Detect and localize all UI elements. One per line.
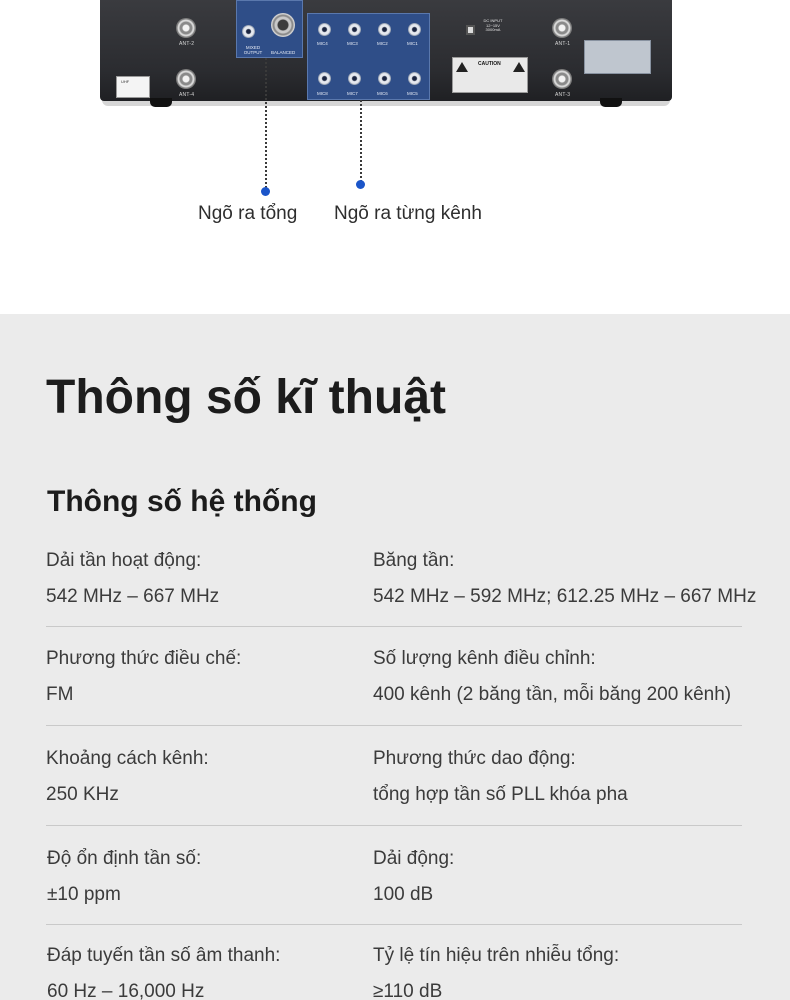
left-foot — [150, 98, 172, 107]
mic7-jack-icon — [348, 72, 361, 85]
warning-triangle-icon — [456, 62, 468, 72]
row-divider — [46, 725, 742, 726]
specifications-section — [0, 314, 790, 1000]
spec-value: FM — [46, 684, 74, 705]
channel-output-leader-line — [360, 100, 362, 182]
mic6-jack-icon — [378, 72, 391, 85]
spec-value: tổng hợp tần số PLL khóa pha — [373, 784, 628, 805]
spec-label: Phương thức điều chế: — [46, 648, 242, 669]
mic3-jack-icon — [348, 23, 361, 36]
spec-label: Đáp tuyến tần số âm thanh: — [47, 945, 281, 966]
ant-3-connector-icon — [552, 69, 572, 89]
right-foot — [600, 98, 622, 107]
ant-3-label: ANT-3 — [555, 92, 571, 98]
spec-label: Độ ổn định tần số: — [47, 848, 202, 869]
dc-input-label: DC INPUT 12~15V 3000mA — [483, 18, 503, 32]
mic1-jack-icon — [408, 23, 421, 36]
channel-output-marker-dot — [356, 180, 365, 189]
spec-value: 60 Hz – 16,000 Hz — [47, 981, 205, 1000]
mic-label: MIC8 — [317, 91, 328, 96]
mixed-output-label: MIXED OUTPUT — [243, 45, 263, 55]
mic-label: MIC1 — [407, 41, 418, 46]
spec-label: Băng tần: — [373, 550, 455, 571]
spec-value: ≥110 dB — [373, 981, 443, 1000]
product-image-area — [0, 0, 790, 314]
mic5-jack-icon — [408, 72, 421, 85]
spec-label: Dải động: — [373, 848, 455, 869]
ant-2-connector-icon — [176, 18, 196, 38]
spec-value: 250 KHz — [46, 784, 119, 805]
mixed-output-leader-line — [265, 58, 267, 188]
channel-output-block — [307, 13, 430, 100]
uhf-sticker — [116, 76, 150, 98]
spec-value: 542 MHz – 667 MHz — [46, 586, 220, 607]
spec-label: Dải tần hoạt động: — [46, 550, 202, 571]
balanced-xlr-icon — [271, 13, 295, 37]
ant-4-label: ANT-4 — [179, 92, 195, 98]
spec-value: 542 MHz – 592 MHz; 612.25 MHz – 667 MHz — [373, 586, 757, 607]
ant-4-connector-icon — [176, 69, 196, 89]
receiver-rear-panel — [100, 0, 672, 101]
uhf-sticker-text: UHF — [121, 79, 130, 84]
mixed-output-jack-icon — [242, 25, 255, 38]
spec-label: Tỷ lệ tín hiệu trên nhiễu tổng: — [373, 945, 620, 966]
specifications-title: Thông số kĩ thuật — [46, 371, 446, 424]
mic-label: MIC6 — [377, 91, 388, 96]
row-divider — [46, 924, 742, 925]
mic4-jack-icon — [318, 23, 331, 36]
caution-title: CAUTION — [478, 61, 501, 67]
mixed-output-marker-dot — [261, 187, 270, 196]
spec-label: Số lượng kênh điều chỉnh: — [373, 648, 596, 669]
mixed-output-callout: Ngõ ra tổng — [198, 203, 298, 224]
ant-1-label: ANT-1 — [555, 41, 571, 47]
ant-1-connector-icon — [552, 18, 572, 38]
spec-value: 400 kênh (2 băng tần, mỗi băng 200 kênh) — [373, 684, 732, 705]
balanced-label: BALANCED — [271, 50, 296, 55]
row-divider — [46, 825, 742, 826]
spec-label: Phương thức dao động: — [373, 748, 576, 769]
row-divider — [46, 626, 742, 627]
mic-label: MIC7 — [347, 91, 358, 96]
mic2-jack-icon — [378, 23, 391, 36]
mic-label: MIC2 — [377, 41, 388, 46]
caution-label — [452, 57, 528, 93]
mixed-output-block — [236, 0, 303, 58]
ant-2-label: ANT-2 — [179, 41, 195, 47]
mic-label: MIC4 — [317, 41, 328, 46]
system-specs-title: Thông số hệ thống — [47, 485, 317, 518]
spec-value: ±10 ppm — [47, 884, 121, 905]
dc-input-jack-icon — [466, 25, 475, 35]
spec-value: 100 dB — [373, 884, 434, 905]
mic8-jack-icon — [318, 72, 331, 85]
spec-plate — [584, 40, 651, 74]
warning-triangle-icon — [513, 62, 525, 72]
spec-label: Khoảng cách kênh: — [46, 748, 209, 769]
channel-output-callout: Ngõ ra từng kênh — [334, 203, 482, 224]
mic-label: MIC5 — [407, 91, 418, 96]
mic-label: MIC3 — [347, 41, 358, 46]
